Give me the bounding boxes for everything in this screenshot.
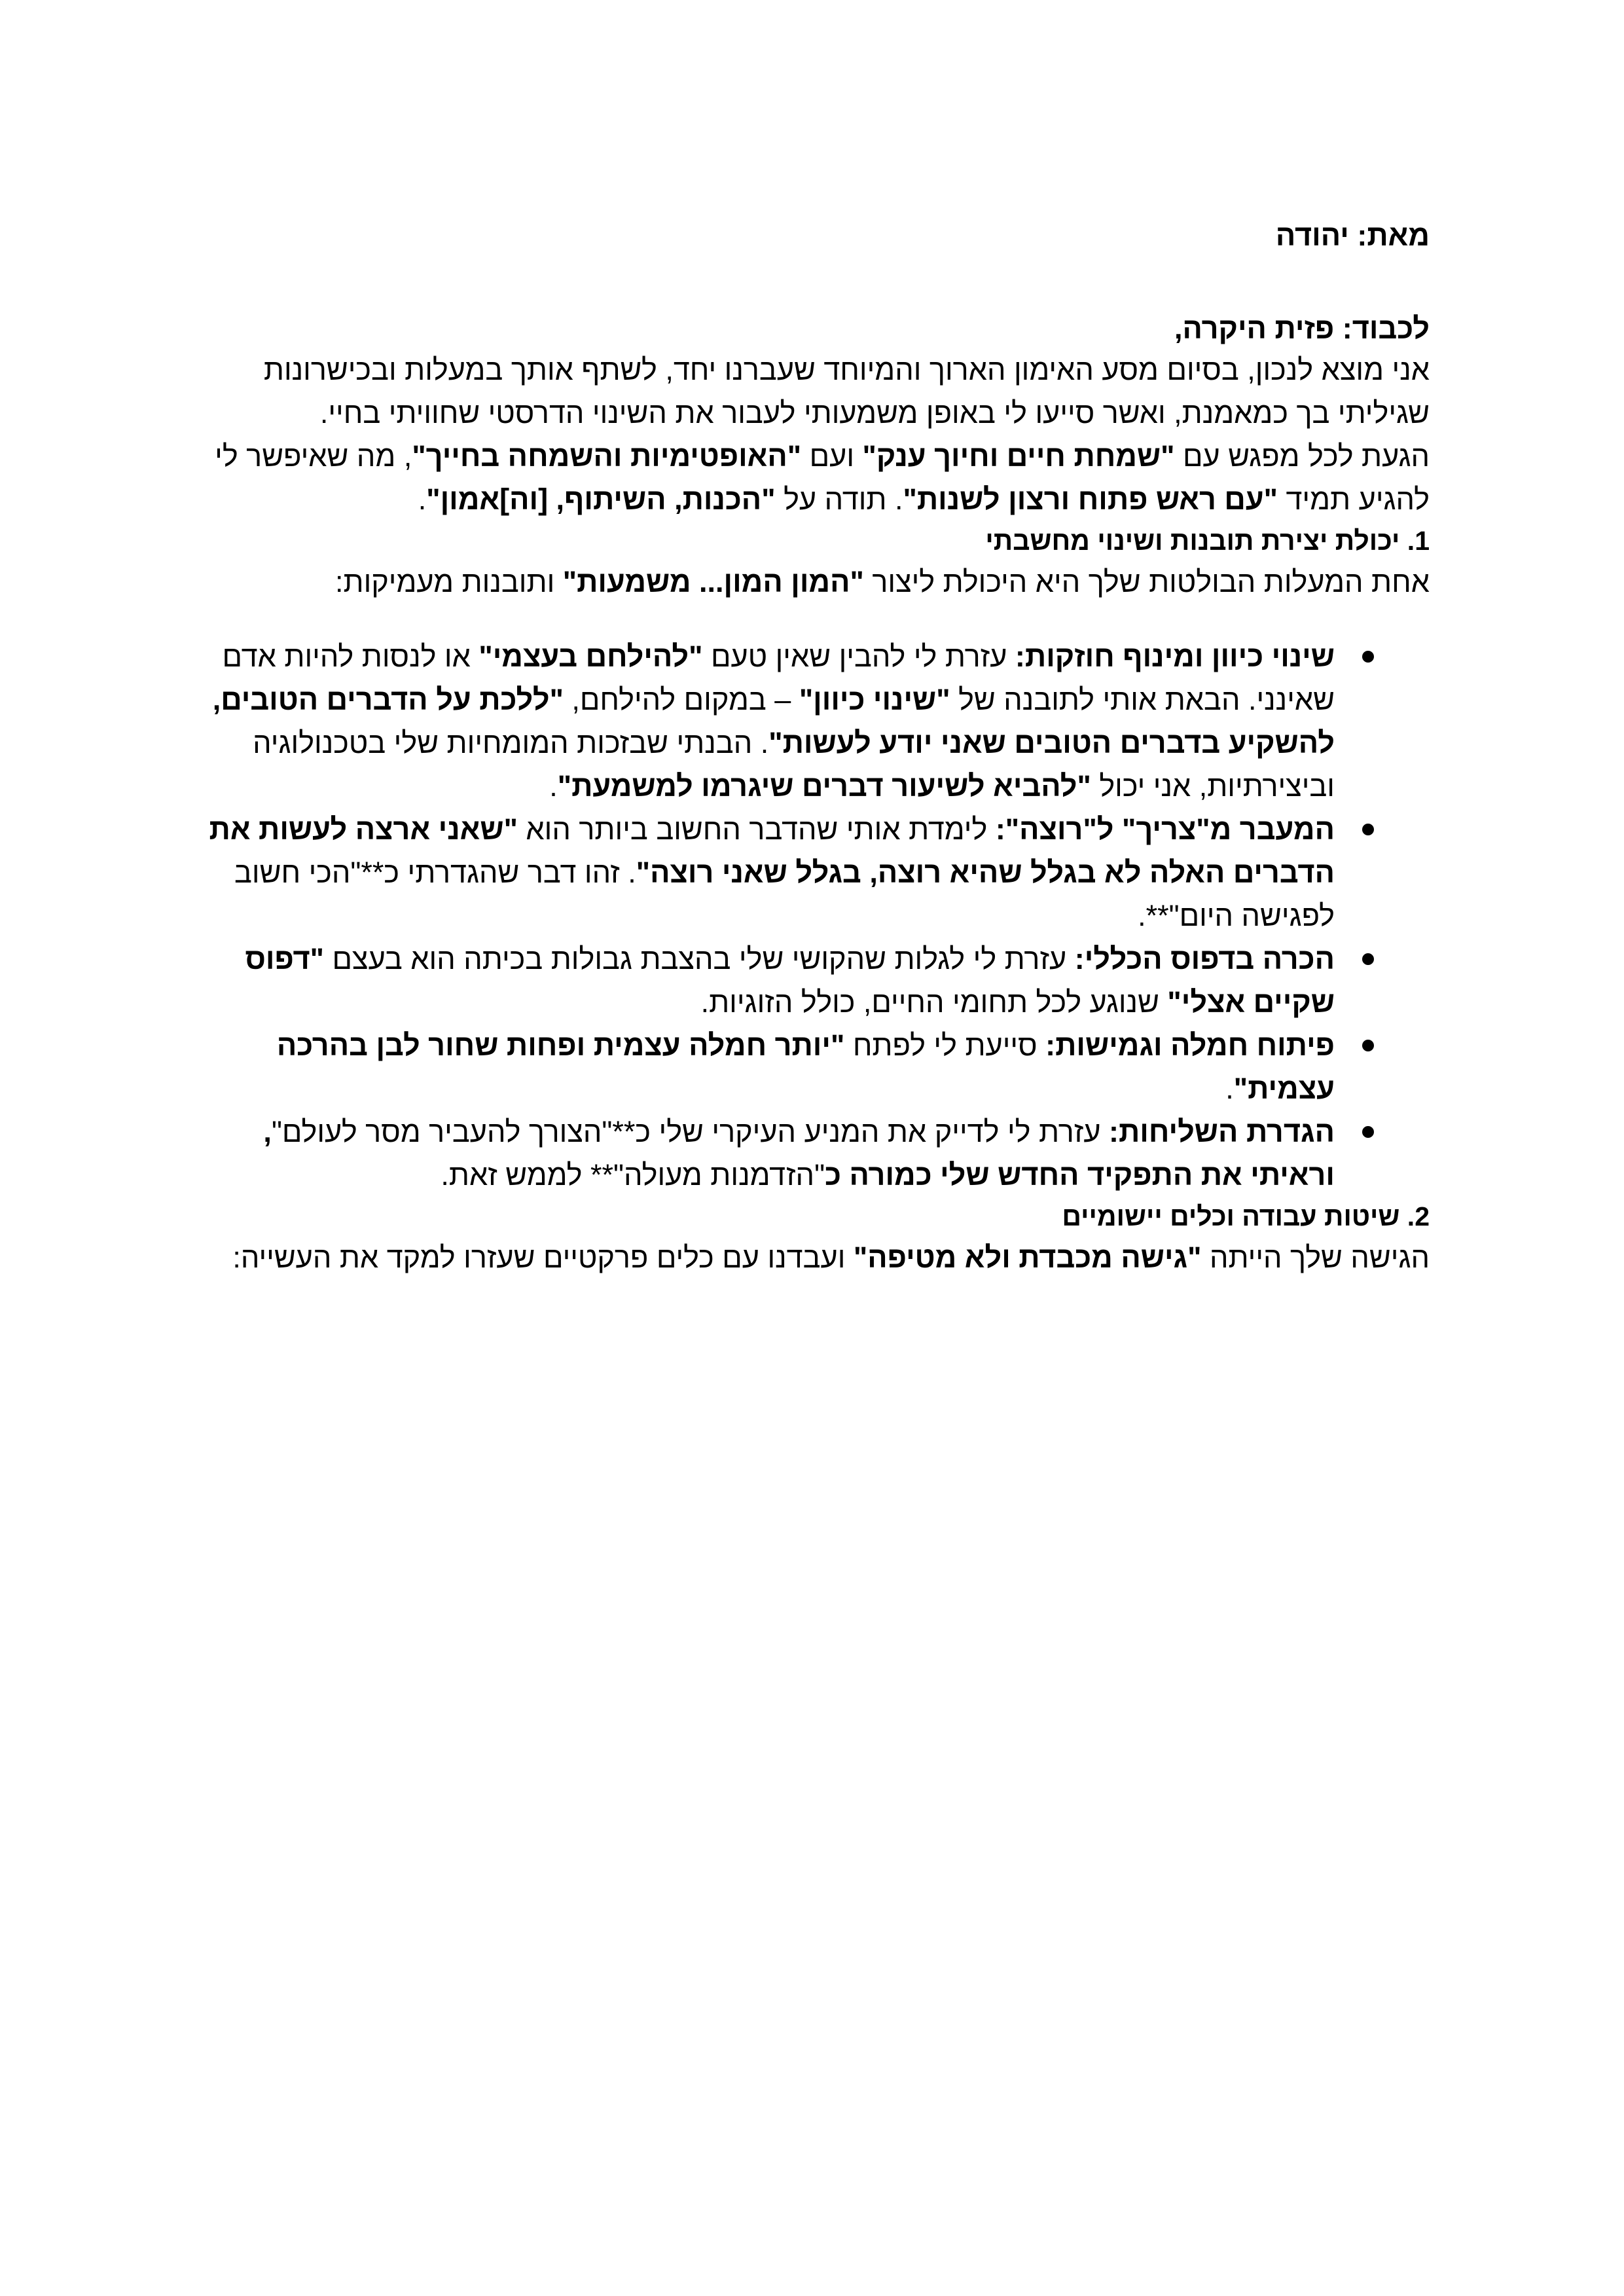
- text-run: עזרת לי להבין שאין טעם: [702, 640, 1015, 673]
- text-run: . זהו דבר שהגדרתי כ**"הכי חשוב לפגישה היום"**.: [234, 856, 1335, 932]
- text-run: סייעת לי לפתח: [844, 1029, 1046, 1062]
- text-run: , מה שאיפשר לי להגיע תמיד: [215, 439, 1430, 516]
- section-1-heading: 1. יכולת יצירת תובנות ושינוי מחשבתי: [985, 526, 1430, 556]
- emphasis: "עם ראש פתוח ורצון לשנות": [903, 483, 1278, 516]
- text-run: .: [418, 483, 427, 516]
- emphasis: , וראיתי את התפקיד החדש שלי כמורה כ: [263, 1115, 1335, 1192]
- section-1-intro: [196, 560, 1430, 604]
- text-run: .: [1225, 1072, 1234, 1105]
- emphasis: "גישה מכבדת ולא מטיפה": [853, 1241, 1202, 1274]
- text-run: ותובנות מעמיקות:: [334, 565, 563, 598]
- emphasis: "דפוס שקיים אצלי": [245, 942, 1335, 1019]
- text-run: עזרת לי לדייק את המניע העיקרי שלי כ**"הצורך להעביר מסר לעולם": [271, 1115, 1110, 1148]
- emphasis: "המון המון... משמעות": [562, 565, 864, 598]
- emphasis: "שינוי כיוון": [799, 683, 950, 716]
- letter-sender: מאת: יהודה: [1275, 219, 1430, 252]
- emphasis: "שמחת חיים וחיוך ענק": [862, 439, 1175, 473]
- text-run: ועבדנו עם כלים פרקטיים שעזרו למקד את העשייה:: [232, 1241, 854, 1274]
- emphasis: "הכנות, השיתוף, [וה]אמון": [426, 483, 776, 516]
- bullet-heading: הכרה בדפוס הכללי:: [1074, 942, 1335, 975]
- bullet-heading: הגדרת השליחות:: [1109, 1115, 1335, 1148]
- bullet-icon: [1362, 651, 1374, 663]
- letter-page: [196, 216, 1430, 1279]
- text-run: . תודה על: [775, 483, 903, 516]
- bullet-icon: [1362, 1040, 1374, 1051]
- bullet-item: [196, 1110, 1430, 1197]
- letter-recipient: לכבוד: פזית היקרה,: [1174, 312, 1430, 345]
- emphasis: "שאני ארצה לעשות את הדברים האלה לא בגלל שהיא רוצה, בגלל שאני רוצה": [209, 812, 1335, 889]
- bullet-heading: פיתוח חמלה וגמישות:: [1045, 1029, 1335, 1062]
- section-2-intro: [196, 1236, 1430, 1279]
- bullet-icon: [1362, 824, 1374, 835]
- text-run: – במקום להילחם,: [563, 683, 799, 716]
- text-run: .: [549, 769, 558, 803]
- intro-paragraph: אני מוצא לנכון, בסיום מסע האימון הארוך והמיוחד שעברנו יחד, לשתף אותך במעלות ובכישרונות שגיליתי בך כמאמנת, ואשר סייעו לי באופן משמעותי לעבור את השינוי הדרסטי שחוויתי בחיי.: [263, 353, 1430, 429]
- emphasis: "יותר חמלה עצמית ופחות שחור לבן בהרכה עצמית": [276, 1029, 1335, 1105]
- bullet-item: [196, 938, 1430, 1024]
- text-run: עזרת לי לגלות שהקושי שלי בהצבת גבולות בכיתה הוא בעצם: [324, 942, 1075, 975]
- text-run: ועם: [801, 439, 863, 473]
- bullet-heading: שינוי כיוון ומינוף חוזקות:: [1015, 640, 1335, 673]
- emphasis: "האופטימיות והשמחה בחייך": [412, 439, 802, 473]
- gratitude-paragraph: [196, 435, 1430, 521]
- text-run: הגישה שלך הייתה: [1201, 1241, 1430, 1274]
- bullet-item: [196, 1024, 1430, 1110]
- bullet-icon: [1362, 1126, 1374, 1138]
- bullet-icon: [1362, 953, 1374, 965]
- emphasis: "ללכת על הדברים הטובים, להשקיע בדברים הטובים שאני יודע לעשות": [212, 683, 1335, 759]
- emphasis: "להילחם בעצמי": [478, 640, 703, 673]
- text-run: הגעת לכל מפגש עם: [1174, 439, 1430, 473]
- text-run: . הבנתי שבזכות המומחיות שלי בטכנולוגיה וביצירתיות, אני יכול: [253, 726, 1335, 803]
- text-run: שנוגע לכל תחומי החיים, כולל הזוגיות.: [700, 985, 1168, 1019]
- text-run: "הזדמנות מעולה"** לממש זאת.: [441, 1158, 825, 1192]
- text-run: אחת המעלות הבולטות שלך היא היכולת ליצור: [863, 565, 1430, 598]
- section-1-bullet-list: [196, 635, 1430, 1197]
- text-run: לימדת אותי שהדבר החשוב ביותר הוא: [517, 812, 996, 846]
- bullet-item: [196, 635, 1430, 808]
- bullet-heading: המעבר מ"צריך" ל"רוצה":: [995, 812, 1335, 846]
- bullet-item: [196, 808, 1430, 938]
- emphasis: "להביא לשיעור דברים שיגרמו למשמעת": [557, 769, 1091, 803]
- section-2-heading: 2. שיטות עבודה וכלים יישומיים: [1062, 1201, 1430, 1231]
- text-run: או לנסות להיות אדם שאינני. הבאת אותי לתובנה של: [222, 640, 1335, 716]
